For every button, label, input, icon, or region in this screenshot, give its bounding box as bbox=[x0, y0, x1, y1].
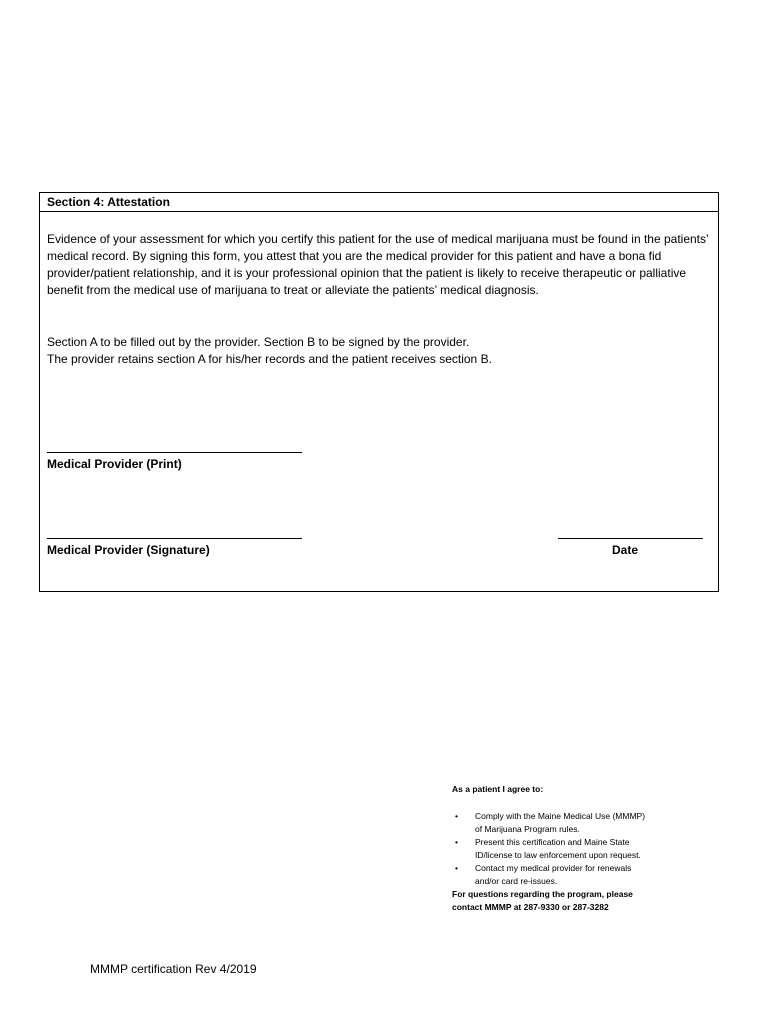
contact-info bbox=[452, 888, 712, 914]
instructions-paragraph bbox=[47, 334, 715, 368]
attestation-paragraph: Evidence of your assessment for which you certify this patient for the use of medical marijuana must be found in the patients’ medical record. By signing this form, you attest that you are the medical provider for this patient and have a bona fid provider/patient relationship, and it is your professional opinion that the patient is likely to receive therapeutic or palliative benefit from the medical use of marijuana to treat or alleviate the patients’ medical diagnosis. bbox=[47, 232, 709, 297]
provider-signature-line[interactable] bbox=[47, 538, 302, 539]
list-item bbox=[452, 810, 712, 836]
list-item bbox=[452, 862, 712, 888]
revision-footer: MMMP certification Rev 4/2019 bbox=[90, 962, 257, 976]
patient-agreement-list bbox=[452, 810, 712, 888]
instructions-line: The provider retains section A for his/her records and the patient receives section B. bbox=[47, 352, 492, 366]
bullet-icon: • bbox=[455, 811, 458, 821]
bullet-icon: • bbox=[455, 837, 458, 847]
list-item bbox=[452, 836, 712, 862]
date-line[interactable] bbox=[558, 538, 703, 539]
date-label: Date bbox=[612, 543, 639, 557]
list-item-line: Present this certification and Maine State bbox=[475, 837, 630, 847]
list-item-line: Contact my medical provider for renewals bbox=[475, 863, 632, 873]
provider-signature-label: Medical Provider (Signature) bbox=[47, 543, 210, 557]
list-item-line: of Marijuana Program rules. bbox=[475, 824, 580, 834]
attestation-section bbox=[39, 192, 719, 592]
list-item-line: and/or card re-issues. bbox=[475, 876, 558, 886]
contact-line: contact MMMP at 287-9330 or 287-3282 bbox=[452, 902, 609, 912]
provider-print-label: Medical Provider (Print) bbox=[47, 457, 182, 471]
patient-agreement-title: As a patient I agree to: bbox=[452, 784, 544, 794]
instructions-line: Section A to be filled out by the provider. Section B to be signed by the provider. bbox=[47, 335, 470, 349]
provider-print-line[interactable] bbox=[47, 452, 302, 453]
contact-line: For questions regarding the program, please bbox=[452, 889, 633, 899]
bullet-icon: • bbox=[455, 863, 458, 873]
list-item-line: ID/license to law enforcement upon request. bbox=[475, 850, 641, 860]
patient-agreement bbox=[452, 783, 712, 914]
section-title: Section 4: Attestation bbox=[40, 193, 718, 212]
list-item-line: Comply with the Maine Medical Use (MMMP) bbox=[475, 811, 646, 821]
